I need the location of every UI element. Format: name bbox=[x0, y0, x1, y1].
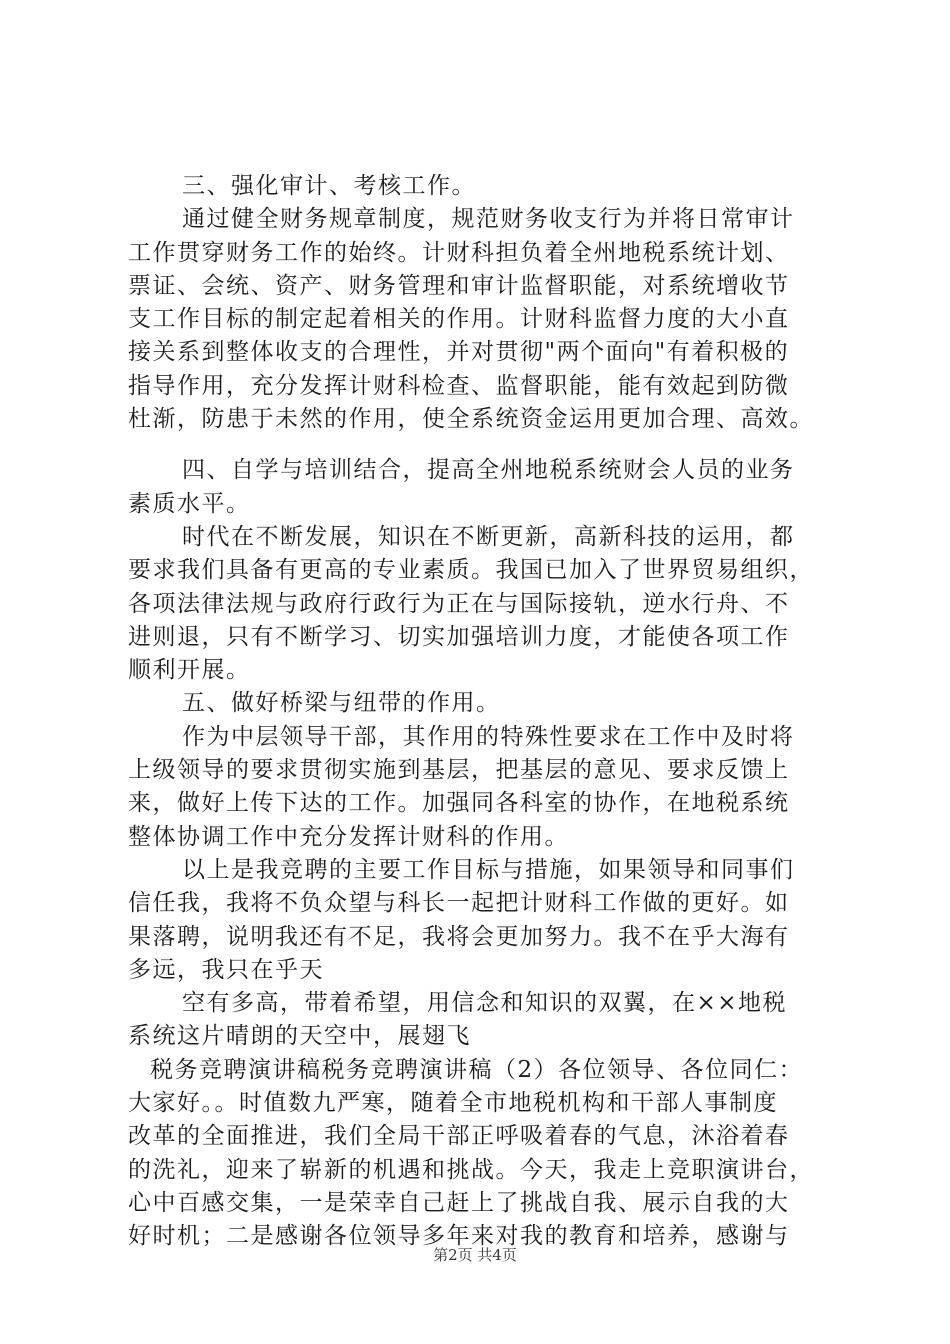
paragraph-line: 信任我，我将不负众望与科长一起把计财科工作做的更好。如 bbox=[128, 890, 790, 917]
paragraph-line: 大家好。。时值数九严寒，随着全市地税机构和干部人事制度 bbox=[128, 1090, 778, 1117]
paragraph-line: 票证、会统、资产、财务管理和审计监督职能，对系统增收节 bbox=[128, 272, 790, 299]
paragraph-line: 整体协调工作中充分发挥计财科的作用。 bbox=[128, 823, 569, 850]
paragraph-line: 杜渐，防患于未然的作用，使全系统资金运用更加合理、高效。 bbox=[128, 406, 814, 433]
paragraph-line: 通过健全财务规章制度，规范财务收支行为并将日常审计 bbox=[182, 206, 795, 233]
paragraph-line: 心中百感交集，一是荣幸自己赶上了挑战自我、展示自我的大 bbox=[128, 1189, 790, 1216]
paragraph-line: 上级领导的要求贯彻实施到基层，把基层的意见、要求反馈上 bbox=[128, 757, 790, 784]
paragraph-line: 的洗礼，迎来了崭新的机遇和挑战。今天，我走上竞职演讲台， bbox=[128, 1156, 814, 1183]
paragraph-line: 来，做好上传下达的工作。加强同各科室的协作，在地税系统 bbox=[128, 790, 790, 817]
page-number-footer: 第2页 共4页 bbox=[433, 1246, 517, 1264]
paragraph-line: 顺利开展。 bbox=[128, 657, 251, 684]
paragraph-line: 以上是我竞聘的主要工作目标与措施，如果领导和同事们 bbox=[182, 856, 795, 883]
paragraph-line: 各项法律法规与政府行政行为正在与国际接轨，逆水行舟、不 bbox=[128, 590, 790, 617]
section-heading-continued: 素质水平。 bbox=[128, 490, 251, 517]
section-heading: 四、自学与培训结合，提高全州地税系统财会人员的业务 bbox=[182, 457, 795, 484]
paragraph-line: 作为中层领导干部，其作用的特殊性要求在工作中及时将 bbox=[182, 723, 795, 750]
paragraph-line: 好时机；二是感谢各位领导多年来对我的教育和培养，感谢与 bbox=[128, 1223, 790, 1250]
paragraph-line: 工作贯穿财务工作的始终。计财科担负着全州地税系统计划、 bbox=[128, 239, 790, 266]
paragraph-line: 空有多高，带着希望，用信念和知识的双翼，在××地税 bbox=[182, 990, 788, 1017]
paragraph-line: 要求我们具备有更高的专业素质。我国已加入了世界贸易组织， bbox=[128, 557, 814, 584]
paragraph-line: 进则退，只有不断学习、切实加强培训力度，才能使各项工作 bbox=[128, 623, 790, 650]
paragraph-line: 税务竞聘演讲稿税务竞聘演讲稿（2）各位领导、各位同仁： bbox=[150, 1056, 804, 1083]
paragraph-line: 指导作用，充分发挥计财科检查、监督职能，能有效起到防微 bbox=[128, 372, 790, 399]
paragraph-line: 多远，我只在乎天 bbox=[128, 956, 324, 983]
paragraph-line: 果落聘，说明我还有不足，我将会更加努力。我不在乎大海有 bbox=[128, 923, 790, 950]
paragraph-line: 支工作目标的制定起着相关的作用。计财科监督力度的大小直 bbox=[128, 306, 790, 333]
paragraph-line: 改革的全面推进，我们全局干部正呼吸着春的气息，沐浴着春 bbox=[128, 1123, 790, 1150]
paragraph-line: 接关系到整体收支的合理性，并对贯彻"两个面向"有着积极的 bbox=[128, 339, 790, 366]
section-heading: 五、做好桥梁与纽带的作用。 bbox=[182, 690, 501, 717]
section-heading: 三、强化审计、考核工作。 bbox=[182, 173, 476, 199]
paragraph-line: 系统这片晴朗的天空中，展翅飞 bbox=[128, 1023, 471, 1050]
paragraph-gap bbox=[128, 436, 846, 454]
paragraph-line: 时代在不断发展，知识在不断更新，高新科技的运用，都 bbox=[182, 523, 795, 550]
document-body bbox=[128, 170, 846, 1254]
